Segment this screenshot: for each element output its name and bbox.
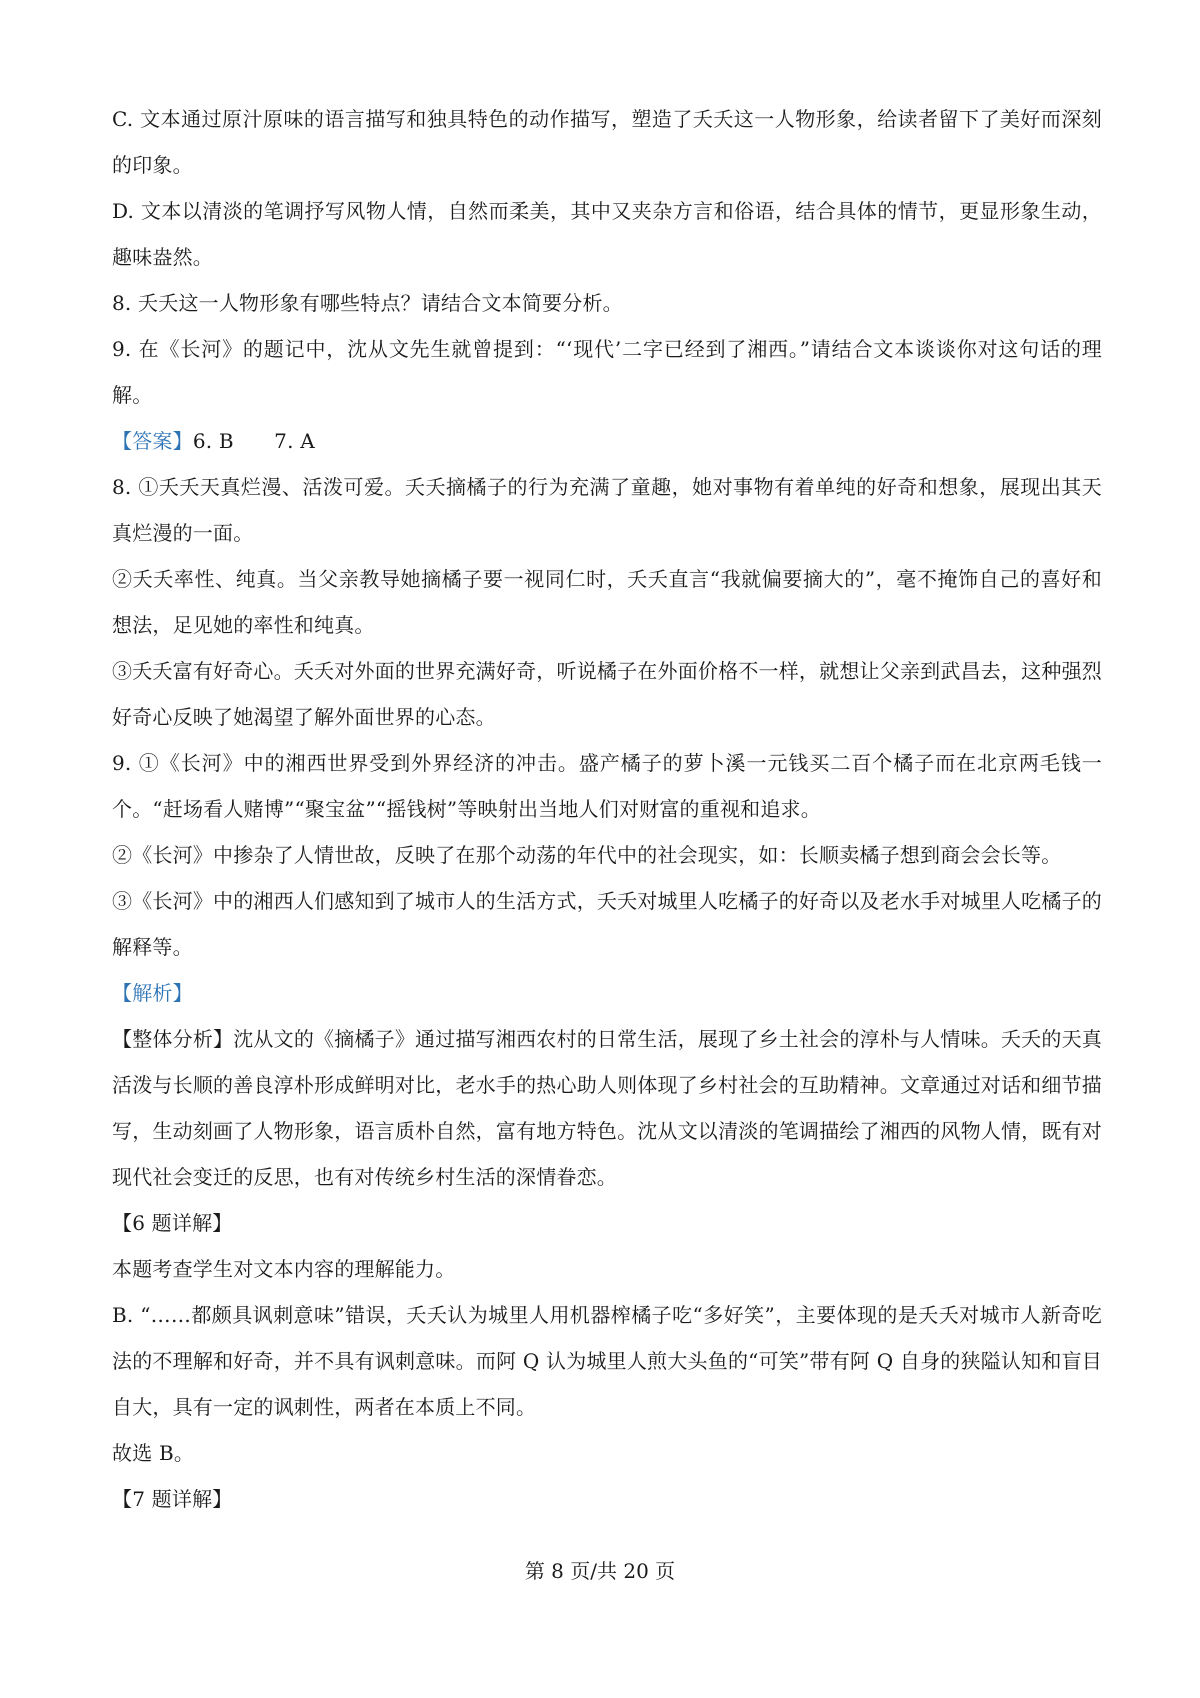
page-number: 第 8 页/共 20 页	[524, 1559, 676, 1583]
q7-detail-heading: 【7 题详解】	[112, 1487, 233, 1511]
q6-detail-conclusion: 故选 B。	[112, 1441, 195, 1465]
answer-8-point-2: ②夭夭率性、纯真。当父亲教导她摘橘子要一视同仁时，夭夭直言“我就偏要摘大的”，毫不掩饰自己的喜好和想法，足见她的率性和纯真。	[112, 567, 1102, 637]
answer-9-point-1: 9. ①《长河》中的湘西世界受到外界经济的冲击。盛产橘子的萝卜溪一元钱买二百个橘子而在北京两毛钱一个。“赶场看人赌博”“聚宝盆”“摇钱树”等映射出当地人们对财富的重视和追求。	[112, 751, 1102, 821]
answer-8-point-1: 8. ①夭夭天真烂漫、活泼可爱。夭夭摘橘子的行为充满了童趣，她对事物有着单纯的好奇和想象，展现出其天真烂漫的一面。	[112, 475, 1102, 545]
answer-tag: 【答案】	[112, 429, 193, 453]
analysis-line	[112, 970, 1102, 1016]
q6-detail-intro: 本题考查学生对文本内容的理解能力。	[112, 1257, 456, 1281]
question-8-text: 8. 夭夭这一人物形象有哪些特点？请结合文本简要分析。	[112, 291, 623, 315]
answer-9-point-2: ②《长河》中掺杂了人情世故，反映了在那个动荡的年代中的社会现实，如：长顺卖橘子想到商会会长等。	[112, 843, 1062, 867]
answer-9-point-3: ③《长河》中的湘西人们感知到了城市人的生活方式，夭夭对城里人吃橘子的好奇以及老水手对城里人吃橘子的解释等。	[112, 889, 1102, 959]
overall-analysis: 【整体分析】沈从文的《摘橘子》通过描写湘西农村的日常生活，展现了乡土社会的淳朴与人情味。夭夭的天真活泼与长顺的善良淳朴形成鲜明对比，老水手的热心助人则体现了乡村社会的互助精神。文章通过对话和细节描写，生动刻画了人物形象，语言质朴自然，富有地方特色。沈从文以清淡的笔调描绘了湘西的风物人情，既有对现代社会变迁的反思，也有对传统乡村生活的深情眷恋。	[112, 1027, 1102, 1189]
q6-detail-option-b: B. “……都颇具讽刺意味”错误，夭夭认为城里人用机器榨橘子吃“多好笑”，主要体现的是夭夭对城市人新奇吃法的不理解和好奇，并不具有讽刺意味。而阿 Q 认为城里人煎大头鱼的“可笑”带有阿 Q 自身的狭隘认知和盲目自大，具有一定的讽刺性，两者在本质上不同。	[112, 1303, 1102, 1419]
answer-line	[112, 418, 1102, 464]
option-d-text: D. 文本以清淡的笔调抒写风物人情，自然而柔美，其中又夹杂方言和俗语，结合具体的情节，更显形象生动，趣味盎然。	[112, 199, 1102, 269]
question-9-text: 9. 在《长河》的题记中，沈从文先生就曾提到：“‘现代’二字已经到了湘西。”请结合文本谈谈你对这句话的理解。	[112, 337, 1102, 407]
q6-detail-heading: 【6 题详解】	[112, 1211, 233, 1235]
analysis-tag: 【解析】	[112, 981, 193, 1005]
answer-text: 6. B 7. A	[192, 429, 315, 453]
page-content	[112, 96, 1102, 1522]
answer-8-point-3: ③夭夭富有好奇心。夭夭对外面的世界充满好奇，听说橘子在外面价格不一样，就想让父亲到武昌去，这种强烈好奇心反映了她渴望了解外面世界的心态。	[112, 659, 1102, 729]
option-c-text: C. 文本通过原汁原味的语言描写和独具特色的动作描写，塑造了夭夭这一人物形象，给读者留下了美好而深刻的印象。	[112, 107, 1102, 177]
page-footer	[0, 1556, 1200, 1586]
